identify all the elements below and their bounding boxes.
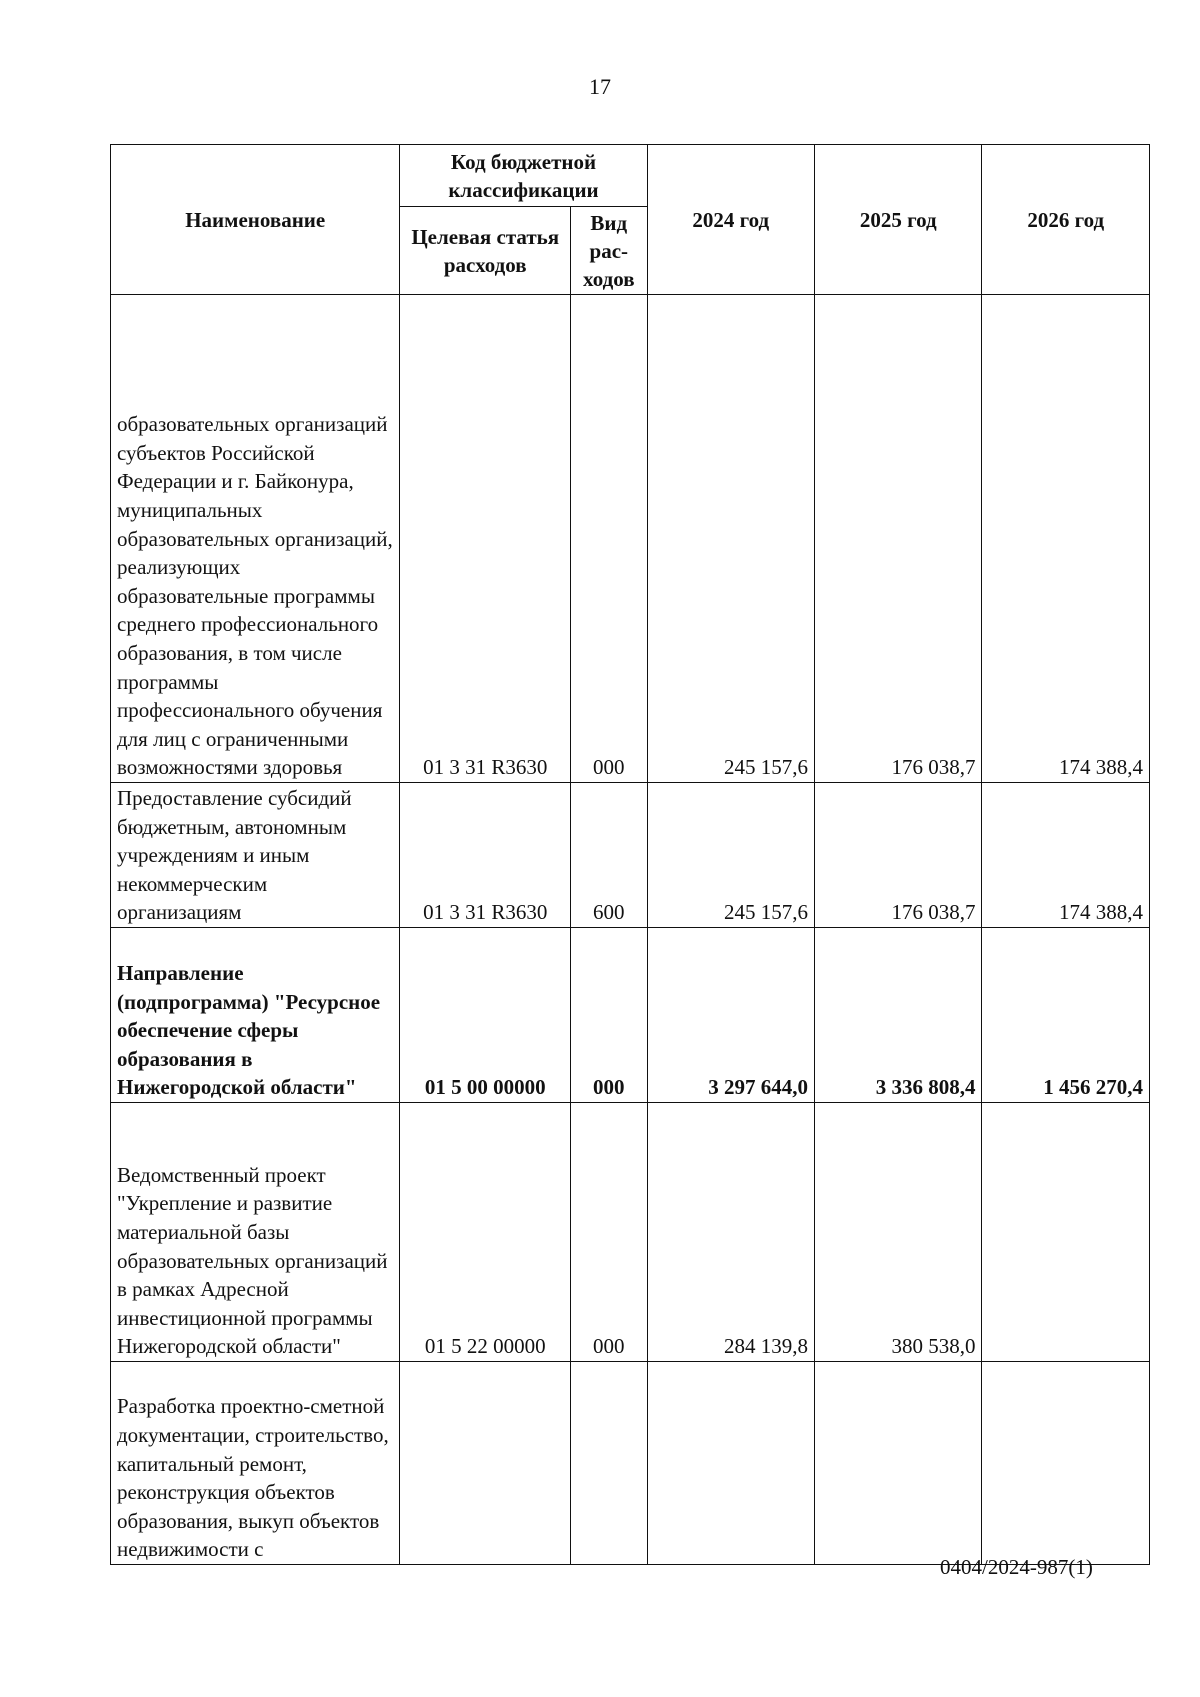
table-row-subprogram bbox=[111, 928, 1150, 1103]
row-2025-value: 380 538,0 bbox=[815, 1103, 982, 1362]
row-name: Ведомственный проект "Укрепление и развитие материальной базы образовательных организаций в рамках Адресной инвестиционной программы Нижегородской области" bbox=[111, 1103, 400, 1362]
budget-table bbox=[110, 144, 1150, 1565]
row-name: Направление (подпрограмма) "Ресурсное обеспечение сферы образования в Нижегородской области" bbox=[111, 928, 400, 1103]
row-name: Предоставление субсидий бюджетным, автономным учреждениям и иным некоммерческим организациям bbox=[111, 783, 400, 928]
row-2026-value: 174 388,4 bbox=[982, 295, 1150, 783]
row-expense-type: 000 bbox=[571, 1103, 648, 1362]
row-2025-value bbox=[815, 1362, 982, 1565]
row-2026-value: 174 388,4 bbox=[982, 783, 1150, 928]
row-2024-value bbox=[647, 1362, 814, 1565]
row-2024-value: 284 139,8 bbox=[647, 1103, 814, 1362]
header-expense-type: Вид рас-ходов bbox=[571, 207, 648, 295]
header-2025: 2025 год bbox=[815, 145, 982, 295]
row-expense-type: 600 bbox=[571, 783, 648, 928]
row-2026-value bbox=[982, 1103, 1150, 1362]
header-row-1 bbox=[111, 145, 1150, 207]
row-target-article: 01 3 31 R3630 bbox=[400, 783, 571, 928]
table-row bbox=[111, 783, 1150, 928]
row-2025-value: 176 038,7 bbox=[815, 783, 982, 928]
row-name: образовательных организаций субъектов Российской Федерации и г. Байконура, муниципальных образовательных организаций, реализующих образовательные программы среднего профессионального образования, в том числе программы профессионального обучения для лиц с ограниченными возможностями здоровья bbox=[111, 295, 400, 783]
page-number: 17 bbox=[589, 74, 611, 99]
row-2024-value: 245 157,6 bbox=[647, 783, 814, 928]
table-row bbox=[111, 1103, 1150, 1362]
row-target-article: 01 5 00 00000 bbox=[400, 928, 571, 1103]
row-name: Разработка проектно-сметной документации, строительство, капитальный ремонт, реконструкция объектов образования, выкуп объектов недвижимости с bbox=[111, 1362, 400, 1565]
row-2024-value: 3 297 644,0 bbox=[647, 928, 814, 1103]
row-expense-type bbox=[571, 1362, 648, 1565]
row-target-article: 01 5 22 00000 bbox=[400, 1103, 571, 1362]
row-2025-value: 176 038,7 bbox=[815, 295, 982, 783]
row-2026-value: 1 456 270,4 bbox=[982, 928, 1150, 1103]
header-2024: 2024 год bbox=[647, 145, 814, 295]
row-target-article bbox=[400, 1362, 571, 1565]
header-target-article: Целевая статья расходов bbox=[400, 207, 571, 295]
header-2026: 2026 год bbox=[982, 145, 1150, 295]
document-number: 0404/2024-987(1) bbox=[940, 1555, 1093, 1579]
row-2024-value: 245 157,6 bbox=[647, 295, 814, 783]
row-target-article: 01 3 31 R3630 bbox=[400, 295, 571, 783]
row-expense-type: 000 bbox=[571, 295, 648, 783]
table-row bbox=[111, 1362, 1150, 1565]
table-row bbox=[111, 295, 1150, 783]
row-2025-value: 3 336 808,4 bbox=[815, 928, 982, 1103]
row-expense-type: 000 bbox=[571, 928, 648, 1103]
row-2026-value bbox=[982, 1362, 1150, 1565]
header-code-group: Код бюджетной классификации bbox=[400, 145, 647, 207]
header-name: Наименование bbox=[111, 145, 400, 295]
